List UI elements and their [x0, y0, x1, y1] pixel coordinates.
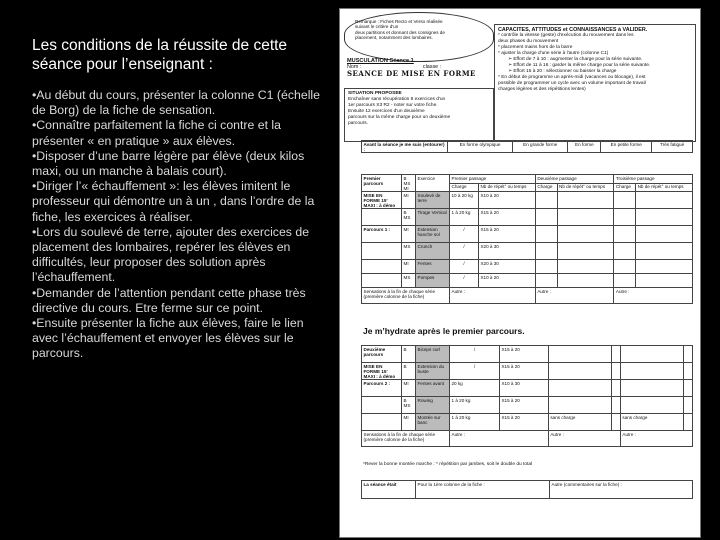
table-cell: B — [402, 363, 416, 380]
cloud-line: deux partitions et donnant des consignes de — [355, 29, 445, 35]
table-cell: X20 à 30 — [478, 260, 535, 274]
table-cell: X10 à 30 — [499, 380, 548, 397]
muscu-title: MUSCULATION Séance 1 — [347, 58, 414, 64]
table-cell[interactable] — [612, 414, 621, 431]
slide-title: Les conditions de la réussite de cette séance pour l’enseignant : — [32, 37, 288, 73]
second-circuit-table — [361, 345, 693, 447]
muscu-header — [347, 58, 492, 77]
table-cell[interactable] — [620, 346, 683, 363]
sensations-label: Sensations à la fin de chaque série (première colonne de la fiche) — [362, 431, 450, 447]
bullet-list — [32, 88, 328, 362]
table-cell[interactable] — [535, 192, 557, 209]
table-cell — [362, 414, 402, 431]
table-cell: X10 à 20 — [478, 274, 535, 288]
table-cell: MI — [402, 192, 416, 209]
session-end-label: La séance était — [362, 481, 416, 499]
capacity-line: * ajuster la charge d'une série à l'autre (colonne C1) — [498, 51, 609, 56]
table-cell[interactable] — [620, 380, 683, 397]
bullet-item: •Demander de l’attention pendant cette phase très directive du cours. Etre ferme sur ce point. — [32, 285, 306, 315]
table-cell: X15 à 20 — [499, 346, 548, 363]
exercise-cell: Fentes — [416, 260, 450, 274]
table-header: Troisième passage — [614, 175, 693, 184]
table-cell[interactable] — [557, 226, 614, 243]
form-option[interactable]: En forme — [568, 141, 601, 153]
table-cell[interactable] — [614, 243, 636, 260]
classe-label: classe : — [422, 64, 442, 70]
table-cell: sans charge — [548, 414, 611, 431]
exercise-cell: Tirage Vertical — [416, 209, 450, 226]
exercise-cell: Rowing — [416, 397, 450, 414]
table-subheader: Nb de répét° ou temps — [636, 183, 693, 192]
first-circuit-table — [361, 174, 693, 304]
table-cell[interactable] — [614, 226, 636, 243]
table-header: Premier passage — [450, 175, 536, 184]
nom-label: Nom : — [347, 64, 362, 70]
table-cell[interactable] — [614, 274, 636, 288]
table-header: B MS MI — [402, 175, 416, 192]
table-cell: Parcours 2 : — [362, 380, 402, 397]
form-option[interactable]: En petite forme — [601, 141, 652, 153]
table-cell[interactable] — [684, 346, 693, 363]
table-cell[interactable] — [557, 274, 614, 288]
autre-label: Autre : — [548, 431, 620, 447]
table-cell[interactable] — [620, 363, 683, 380]
table-cell[interactable] — [612, 397, 621, 414]
table-cell[interactable] — [636, 192, 693, 209]
capacity-line: * contrôle la vitesse (geste) d'exécution du mouvement dans les — [498, 33, 634, 38]
table-cell: X10 à 20 — [478, 192, 535, 209]
table-cell[interactable] — [614, 260, 636, 274]
table-subheader: Nb de répét° ou temps — [478, 183, 535, 192]
bullet-item: •Disposer d’une barre légère par élève (deux kilos maxi, ou un manche à balais court). — [32, 148, 305, 179]
table-cell: MI — [402, 414, 416, 431]
table-subheader: Nb de répét° ou temps — [557, 183, 614, 192]
form-state-table — [361, 140, 693, 153]
table-cell — [362, 274, 402, 288]
table-cell[interactable] — [614, 209, 636, 226]
table-cell[interactable] — [535, 209, 557, 226]
bullet-item: •Ensuite présenter la fiche aux élèves, faire le lien avec l’échauffement et envoyer les élèves sur le parcours. — [32, 316, 304, 361]
exercise-cell: Extension hanche sol — [416, 226, 450, 243]
situation-line: Ensuite 12 exercices d'un deuxième — [348, 109, 425, 114]
exercise-cell: Crunch — [416, 243, 450, 260]
capacities-title: CAPACITES, ATTITUDES et CONNAISSANCES à VALIDER. — [498, 27, 648, 33]
cloud-line: Remarque : Fiches Recto et Verso réalisée — [355, 19, 443, 24]
table-subheader: Charge — [535, 183, 557, 192]
table-cell — [362, 397, 402, 414]
capacity-line: ➢ Effort 15 à 20 : sélectionner ou baisser la charge — [508, 69, 617, 74]
table-cell: MS — [402, 274, 416, 288]
capacity-line: possible de programmer un cycle avec un volume important de travail — [498, 81, 646, 86]
table-subheader: Charge — [450, 183, 479, 192]
autre-label: Autre : — [450, 431, 549, 447]
exercise-cell: Montée sur banc — [416, 414, 450, 431]
table-cell: 1 à 20 kg — [450, 414, 500, 431]
table-cell: X15 à 20 — [478, 226, 535, 243]
table-cell: B MS — [402, 397, 416, 414]
hydrate-heading: Je m’hydrate après le premier parcours. — [363, 326, 525, 336]
autre-label: Autre : — [450, 288, 536, 304]
table-cell[interactable] — [557, 243, 614, 260]
table-cell[interactable] — [548, 346, 611, 363]
table-cell: 1 à 20 kg — [450, 397, 500, 414]
before-session-label: Avant la séance je me suis (entourer) : — [362, 141, 448, 153]
table-cell[interactable] — [557, 260, 614, 274]
table-cell: MISE EN FORME 15' MAXI : à démo — [362, 192, 402, 209]
table-cell: / — [450, 226, 479, 243]
footnote: *Rever la bonne montée marche : * répétition par jambes, soit le double du total — [363, 462, 533, 467]
form-option[interactable]: Très fatigué — [652, 141, 693, 153]
bullet-item: •Connaître parfaitement la fiche ci contre et la présenter « en pratique » aux élèves. — [32, 118, 282, 148]
comments-label[interactable]: Autre (commentaires sur la fiche) : — [550, 481, 693, 499]
table-cell[interactable] — [684, 380, 693, 397]
table-cell[interactable] — [636, 226, 693, 243]
exercise-cell: Fentes avant — [416, 380, 450, 397]
situation-line: parcours sur la même charge pour un deuxième — [348, 115, 451, 120]
capacity-line: deux phases du mouvement — [498, 39, 559, 44]
table-cell[interactable] — [636, 209, 693, 226]
situation-line: Enchaîner sans récupération 8 exercices d'un — [348, 97, 446, 102]
table-cell: / — [450, 260, 479, 274]
table-cell: X20 à 30 — [478, 243, 535, 260]
table-header: Exercice — [416, 175, 450, 192]
table-cell: X15 à 20 — [499, 363, 548, 380]
table-cell: X15 à 20 — [499, 414, 548, 431]
table-cell[interactable] — [535, 243, 557, 260]
table-cell[interactable] — [636, 260, 693, 274]
table-cell[interactable] — [614, 192, 636, 209]
situation-title: SITUATION PROPOSEE — [348, 91, 402, 96]
bullet-item: •Diriger l’« échauffement »: les élèves imitent le professeur qui démontre un à un , dans l’ordre de la fiche, les exercices à réaliser. — [32, 179, 315, 224]
bullet-item: •Lors du soulevé de terre, ajouter des exercices de placement des lombaires, repérer les élèves en difficultés, leur proposer des solution après l’échauffement. — [32, 224, 310, 285]
table-cell: 10 à 20 kg — [450, 192, 479, 209]
exercise-cell: Biceps curl — [416, 346, 450, 363]
table-cell: 1 à 20 kg — [450, 209, 479, 226]
table-cell[interactable] — [620, 397, 683, 414]
session-banner: SEANCE DE MISE EN FORME — [347, 69, 476, 78]
capacity-line: charges légères et des répétitions lentes) — [498, 87, 586, 92]
exercise-cell: Extension du buste — [416, 363, 450, 380]
remark-cloud — [344, 12, 494, 62]
table-cell: 20 kg — [450, 380, 500, 397]
table-cell[interactable] — [548, 363, 611, 380]
situation-box — [344, 88, 494, 142]
form-option[interactable]: En grande forme — [513, 141, 568, 153]
worksheet-image — [339, 8, 701, 538]
capacity-line: * En début de programme un après-midi (vacances ou blocage), il est — [498, 75, 646, 80]
table-cell: Parcours 1 : — [362, 226, 402, 243]
bullet-item: •Au début du cours, présenter la colonne C1 (échelle de Borg) de la fiche de sensation. — [32, 88, 320, 118]
table-cell: B MS — [402, 209, 416, 226]
table-cell[interactable] — [557, 209, 614, 226]
table-header: Deuxième passage — [535, 175, 614, 184]
autre-label: Autre : — [535, 288, 614, 304]
sensations-label: Sensations à la fin de chaque série (première colonne de la fiche) — [362, 288, 450, 304]
exercise-cell: Soulevé de terre — [416, 192, 450, 209]
table-cell: MISE EN FORME 15' MAXI : à démo — [362, 363, 402, 380]
exercise-cell: Pompes — [416, 274, 450, 288]
table-cell — [362, 243, 402, 260]
table-cell[interactable] — [612, 346, 621, 363]
capacity-line: ➢ Effort de 7 à 10 : augmenter la charge pour la série suivante. — [508, 57, 643, 62]
table-cell[interactable] — [557, 192, 614, 209]
table-cell — [362, 209, 402, 226]
session-end-table — [361, 480, 693, 499]
table-cell: / — [450, 243, 479, 260]
table-cell[interactable] — [636, 243, 693, 260]
table-cell: X15 à 20 — [478, 209, 535, 226]
table-cell[interactable] — [535, 260, 557, 274]
table-cell[interactable] — [636, 274, 693, 288]
table-cell[interactable] — [684, 397, 693, 414]
table-subheader: Charge — [614, 183, 636, 192]
cloud-line: suivant le critère d'un — [355, 24, 399, 30]
capacities-box — [494, 24, 696, 142]
table-cell: sans charge — [620, 414, 683, 431]
table-cell[interactable] — [548, 397, 611, 414]
table-cell[interactable] — [612, 363, 621, 380]
form-option[interactable]: En forme olympique — [448, 141, 513, 153]
table-cell: MI — [402, 260, 416, 274]
table-cell: MS — [402, 243, 416, 260]
capacity-line: * placement mains hors de la barre — [498, 45, 573, 50]
table-cell — [362, 260, 402, 274]
table-cell: MI — [402, 380, 416, 397]
table-cell[interactable] — [548, 380, 611, 397]
table-cell[interactable] — [535, 226, 557, 243]
table-cell: B — [402, 346, 416, 363]
table-cell: / — [450, 346, 500, 363]
table-cell: X15 à 20 — [499, 397, 548, 414]
autre-label: Autre : — [614, 288, 693, 304]
table-cell[interactable] — [535, 274, 557, 288]
table-cell: MI — [402, 226, 416, 243]
table-cell[interactable] — [612, 380, 621, 397]
first-column-label[interactable]: Pour la 1ère colonne de la fiche : — [416, 481, 550, 499]
autre-label: Autre : — [620, 431, 692, 447]
table-header: Premier parcours — [362, 175, 402, 192]
table-cell: / — [450, 274, 479, 288]
situation-line: 1er parcours X3 R2 - noter sur votre fiche. — [348, 103, 438, 108]
table-cell[interactable] — [684, 363, 693, 380]
table-cell: Deuxième parcours — [362, 346, 402, 363]
capacity-line: ➢ Effort de 11 à 16 : garder la même charge pour la série suivante. — [508, 63, 651, 68]
table-cell: / — [450, 363, 500, 380]
situation-line: parcours. — [348, 121, 368, 126]
cloud-line: placement, notamment des lombaires. — [355, 35, 433, 41]
table-cell[interactable] — [684, 414, 693, 431]
slide-text-panel — [32, 36, 328, 362]
